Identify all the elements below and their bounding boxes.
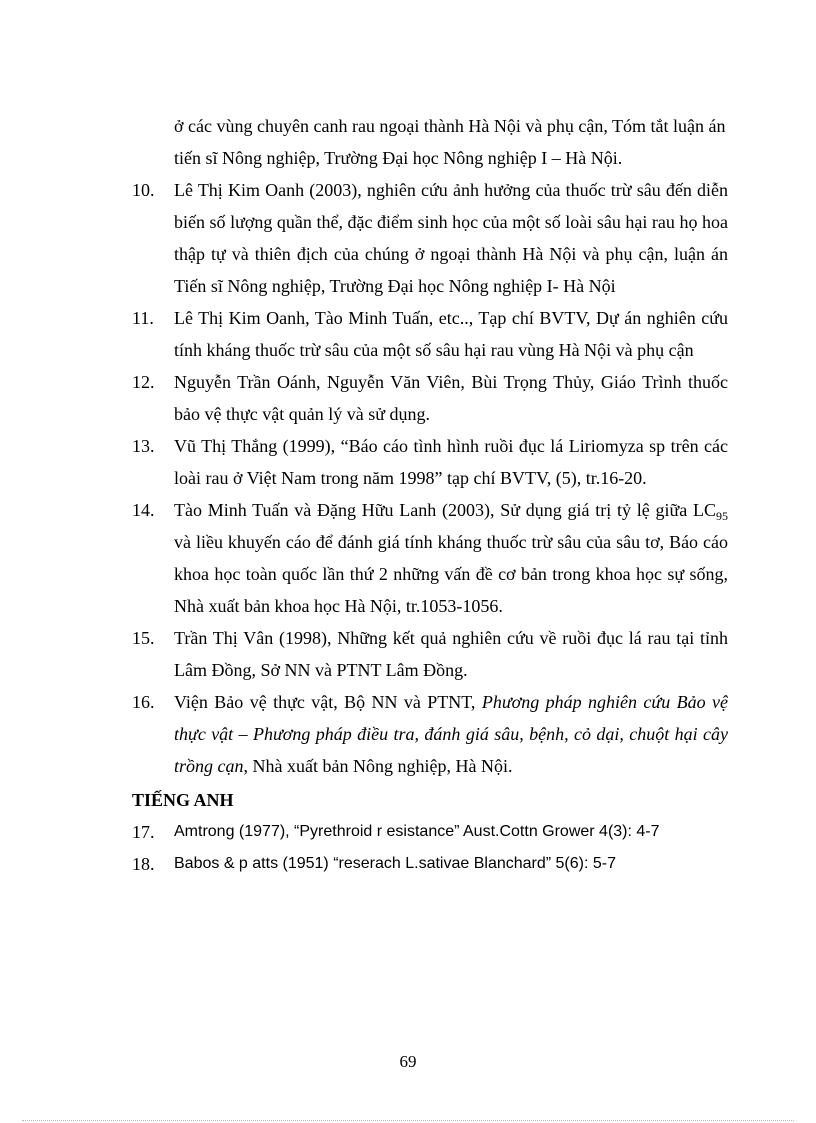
vietnamese-references xyxy=(132,110,728,782)
reference-number: 17. xyxy=(132,822,155,842)
reference-number: 16. xyxy=(132,692,155,712)
reference-number: 18. xyxy=(132,854,155,874)
page-bottom-divider xyxy=(22,1120,794,1121)
reference-number: 14. xyxy=(132,500,155,520)
reference-segment: Nguyễn Trần Oánh, Nguyễn Văn Viên, Bùi Trọng Thủy, Giáo Trình thuốc bảo vệ thực vật quản lý và sử dụng. xyxy=(174,372,728,424)
reference-text xyxy=(174,686,728,782)
reference-segment: Lê Thị Kim Oanh, Tào Minh Tuấn, etc.., Tạp chí BVTV, Dự án nghiên cứu tính kháng thuốc trừ sâu của một số sâu hại rau vùng Hà Nội và phụ cận xyxy=(174,308,728,360)
reference-segment: Trần Thị Vân (1998), Những kết quả nghiên cứu về ruồi đục lá rau tại tỉnh Lâm Đồng, Sở NN và PTNT Lâm Đồng. xyxy=(174,628,728,680)
subscript-text: 95 xyxy=(716,509,728,523)
reference-segment: Viện Bảo vệ thực vật, Bộ NN và PTNT, xyxy=(174,692,482,712)
reference-item xyxy=(132,110,728,174)
reference-segment: ở các vùng chuyên canh rau ngoại thành Hà Nội và phụ cận, Tóm tắt luận án tiến sĩ Nông nghiệp, Trường Đại học Nông nghiệp I – Hà Nội. xyxy=(174,116,726,168)
reference-item xyxy=(132,622,728,686)
section-heading-english: TIẾNG ANH xyxy=(132,790,234,810)
reference-item xyxy=(132,494,728,622)
english-references xyxy=(132,816,728,880)
page-number: 69 xyxy=(399,1052,417,1071)
reference-segment: và liều khuyến cáo để đánh giá tính kháng thuốc trừ sâu của sâu tơ, Báo cáo khoa học toàn quốc lần thứ 2 những vấn đề cơ bản trong khoa học sự sống, Nhà xuất bản khoa học Hà Nội, tr.1053-1056. xyxy=(174,532,728,616)
reference-text xyxy=(174,430,728,494)
reference-number: 13. xyxy=(132,436,155,456)
reference-number: 15. xyxy=(132,628,155,648)
reference-text: Babos & p atts (1951) “reserach L.sativae Blanchard” 5(6): 5-7 xyxy=(174,855,616,872)
reference-segment: Tào Minh Tuấn và Đặng Hữu Lanh (2003), Sử dụng giá trị tỷ lệ giữa LC xyxy=(174,500,716,520)
reference-segment: , Nhà xuất bản Nông nghiệp, Hà Nội. xyxy=(243,756,513,776)
reference-list xyxy=(132,110,728,880)
reference-item xyxy=(132,848,728,880)
reference-text xyxy=(174,622,728,686)
reference-item xyxy=(132,174,728,302)
reference-number: 11. xyxy=(132,308,154,328)
reference-text xyxy=(174,366,728,430)
reference-text xyxy=(174,110,728,174)
reference-item xyxy=(132,816,728,848)
reference-item xyxy=(132,686,728,782)
reference-item xyxy=(132,302,728,366)
reference-number: 10. xyxy=(132,180,155,200)
reference-segment: Vũ Thị Thắng (1999), “Báo cáo tình hình ruồi đục lá Liriomyza sp trên các loài rau ở Việt Nam trong năm 1998” tạp chí BVTV, (5), tr.16-20. xyxy=(174,436,728,488)
reference-segment: Lê Thị Kim Oanh (2003), nghiên cứu ảnh hưởng của thuốc trừ sâu đến diễn biến số lượng quần thể, đặc điểm sinh học của một số loài sâu hại rau họ hoa thập tự và thiên địch của chúng ở ngoại thành Hà Nội và phụ cận, luận án Tiến sĩ Nông nghiệp, Trường Đại học Nông nghiệp I- Hà Nội xyxy=(174,180,728,296)
reference-text xyxy=(174,174,728,302)
reference-item xyxy=(132,366,728,430)
italic-title: Phương pháp nghiên cứu Bảo vệ thực vật – Phương pháp điều tra, đánh giá sâu, bệnh, cỏ dại, chuột hại cây trồng cạn xyxy=(174,692,728,776)
reference-item xyxy=(132,430,728,494)
reference-text xyxy=(174,494,728,622)
reference-text: Amtrong (1977), “Pyrethroid r esistance” Aust.Cottn Grower 4(3): 4-7 xyxy=(174,823,660,840)
reference-number: 12. xyxy=(132,372,155,392)
reference-text xyxy=(174,302,728,366)
